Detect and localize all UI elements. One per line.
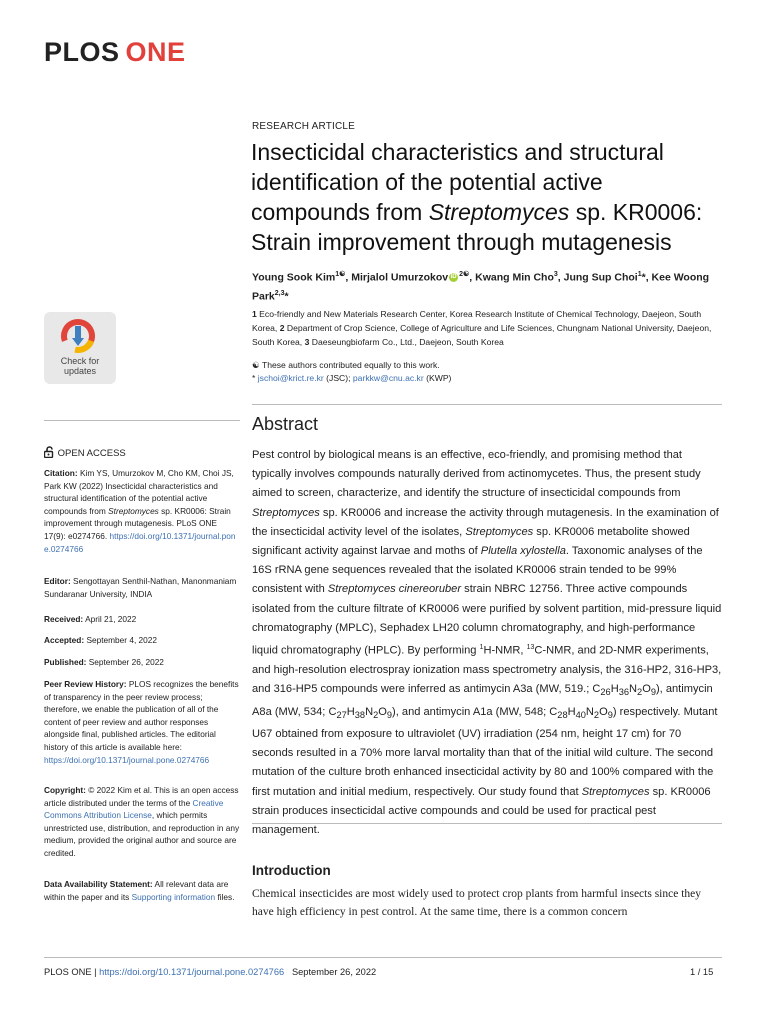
sidebar-divider <box>44 420 240 421</box>
equal-contribution-icon: ☯ <box>252 360 260 370</box>
article-type: RESEARCH ARTICLE <box>252 121 356 132</box>
peer-review-link[interactable]: https://doi.org/10.1371/journal.pone.0274766 <box>44 754 210 765</box>
author-list: Young Sook Kim$^{1☯}$, Mirjalol Umurzokov iD $^{2☯}$, Kwang Min Cho$^3$, Jung Sup Choi$^1$*, Kee Woong Park$^{2,3}$* <box>252 271 710 302</box>
introduction-heading: Introduction <box>252 863 331 878</box>
page-number: 1 / 15 <box>690 967 714 977</box>
copyright-block: Copyright: © 2022 Kim et al. This is an open access article distributed under the terms of the Creative Commons Attribution License, which permits unrestricted use, distribution, and reproduction in any medium, provided the original author and source are credited. <box>44 785 240 858</box>
open-lock-icon <box>44 446 55 458</box>
citation-block: Citation: Kim YS, Umurzokov M, Cho KM, Choi JS, Park KW (2022) Insecticidal characteristics and structural identification of the potential active compounds from Streptomyces sp. KR0006: Strain improvement through mutagenesis. PLoS ONE 17(9): e0274766. https://doi.org/10.1371/journal.pone.0274766 <box>44 468 236 554</box>
footer-doi-link[interactable]: https://doi.org/10.1371/journal.pone.0274766 <box>99 967 285 977</box>
open-access-label: OPEN ACCESS <box>44 446 126 459</box>
correspondence: * jschoi@krict.re.kr (JSC); parkkw@cnu.ac.kr (KWP) <box>252 373 452 383</box>
abstract-top-divider <box>252 404 722 405</box>
logo-plos: PLOS <box>44 37 120 67</box>
author-notes <box>252 359 722 385</box>
author-name[interactable]: Kee Woong Park <box>252 271 710 302</box>
supporting-info-link[interactable]: Supporting information <box>131 891 216 902</box>
received-date: Received: April 21, 2022 <box>44 614 137 624</box>
footer-date: September 26, 2022 <box>291 967 377 977</box>
journal-logo <box>44 37 186 68</box>
citation-doi-link[interactable]: https://doi.org/10.1371/journal.pone.0274766 <box>44 530 236 554</box>
logo-one: ONE <box>125 37 186 67</box>
email-link[interactable]: jschoi@krict.re.kr <box>257 373 324 383</box>
equal-contribution-note: ☯ These authors contributed equally to this work. <box>252 360 440 370</box>
footer-divider <box>44 957 722 958</box>
editor-block: Editor: Sengottayan Senthil-Nathan, Manonmaniam Sundaranar University, INDIA <box>44 576 237 599</box>
check-updates-icon <box>60 318 96 354</box>
orcid-icon[interactable]: iD <box>450 274 457 281</box>
published-date: Published: September 26, 2022 <box>44 657 164 667</box>
accepted-date: Accepted: September 4, 2022 <box>44 635 158 645</box>
peer-review-history: Peer Review History: PLOS recognizes the benefits of transparency in the peer review process; therefore, we enable the publication of all of the content of peer review and author responses alongside final, published articles. The editorial history of this article is available here: https://doi.org/10.1371/journal.pone.0274766 <box>44 679 239 765</box>
email-link[interactable]: parkkw@cnu.ac.kr <box>352 373 424 383</box>
introduction-text: Chemical insecticides are most widely used to protect crop plants from harmful insects since they have high efficiency in pest control. At the same time, there is a common concern <box>252 888 702 918</box>
abstract-bottom-divider <box>252 823 722 824</box>
author-name[interactable]: Mirjalol Umurzokov <box>351 271 449 284</box>
license-link[interactable]: Creative Commons Attribution License <box>44 797 224 821</box>
footer: PLOS ONE | https://doi.org/10.1371/journal.pone.0274766 September 26, 2022 <box>44 967 377 977</box>
abstract-heading: Abstract <box>252 414 319 434</box>
author-name[interactable]: Kwang Min Cho <box>475 271 554 284</box>
author-name[interactable]: Jung Sup Choi <box>563 271 638 284</box>
check-for-updates-badge[interactable]: Check for updates <box>44 312 116 384</box>
affiliations: 1 Eco-friendly and New Materials Research Center, Korea Research Institute of Chemical Technology, Daejeon, South Korea, 2 Department of Crop Science, College of Agriculture and Life Sciences, Chungnam National University, Daejeon, South Korea, 3 Daeseungbiofarm Co., Ltd., Daejeon, South Korea <box>252 309 712 347</box>
data-availability: Data Availability Statement: All relevant data are within the paper and its Supporting information files. <box>44 879 235 902</box>
author-name[interactable]: Young Sook Kim <box>252 271 336 284</box>
article-title: Insecticidal characteristics and structural identification of the potential active compounds from Streptomyces sp. KR0006: Strain improvement through mutagenesis <box>251 139 703 255</box>
abstract-text: Pest control by biological means is an effective, eco-friendly, and promising method that typically involves compounds naturally derived from actinomycetes. Thus, the present study aimed to screen, characterize, and identify the structure of insecticidal compounds from Streptomyces sp. KR0006 and increase the activity through mutagenesis. In the examination of the insecticidal activity level of the isolates, Streptomyces sp. KR0006 metabolite showed significant activity against larvae and moths of Plutella xylostella. Taxonomic analyses of the 16S rRNA gene sequences revealed that the isolated KR0006 strain tended to be 99% consistent with Streptomyces cinereoruber strain NBRC 12756. Three active compounds isolated from the culture filtrate of KR0006 were purified by solvent partition, mid-pressure liquid chromatography (MPLC), Sephadex LH20 column chromatography, and high-performance liquid chromatography (HPLC). By performing $^1$H-NMR, $^{13}$C-NMR, and 2D-NMR experiments, and high-resolution electrospray ionization mass spectrometry analysis, the 316-HP2, 316-HP3, and 316-HP5 compounds were inferred as antimycin A3a (MW, 519.; $C_{26}H_{36}N_2O_9$), antimycin A8a (MW, 534; $C_{27}H_{38}N_2O_9$), and antimycin A1a (MW, 548; $C_{28}H_{40}N_2O_9$) respectively. Mutant U67 obtained from exposure to ultraviolet (UV) irradiation (254 nm, height 17 cm) for 70 seconds resulted in a 70% more larval mortality than that of the initial wild culture. The second mutation of the culture broth enhanced insecticidal activity by 80 and 100% compared with the first mutation and initial medium, respectively. Our study found that Streptomyces sp. KR0006 strain produces insecticidal active compounds and could be used for practical pest management. <box>252 449 722 836</box>
